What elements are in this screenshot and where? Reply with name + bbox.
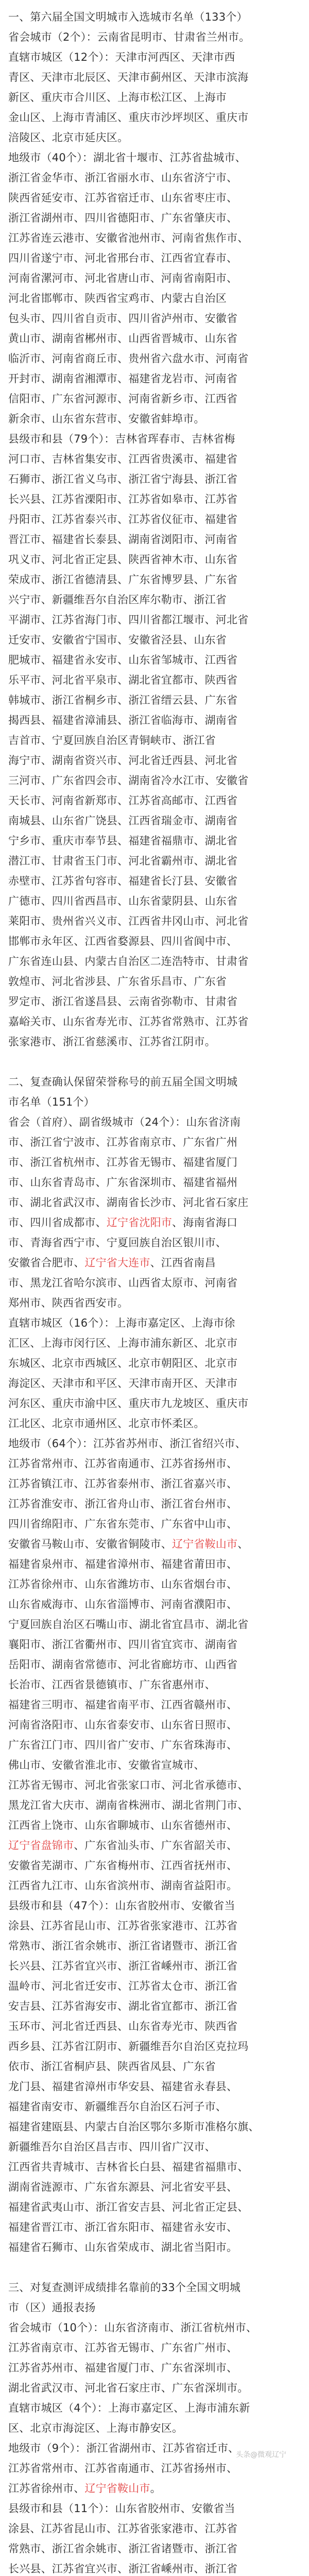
text-line: 宁夏回族自治区石嘴山市、湖北省宜昌市、湖北省 — [8, 1618, 249, 1631]
text-line: 三、对复查测评成绩排名靠前的33个全国文明城 — [8, 2281, 241, 2294]
watermark: 头条@微观辽宁 — [236, 2451, 286, 2459]
text-line: 襄阳市、浙江省衢州市、四川省宜宾市、湖南省 — [8, 1638, 238, 1651]
text-line: 省会（首府）、副省级城市（24个）：山东省济南 — [8, 1116, 241, 1128]
text-line: 福建省建瓯县、内蒙古自治区鄂尔多斯市准格尔旗、 — [8, 2121, 260, 2133]
text-line: 陕西省延安市、江苏省宿迁市、山东省枣庄市、 — [8, 192, 238, 204]
text-line: 江苏省常州市、江苏省南通市、江苏省扬州市、 — [8, 2462, 238, 2475]
text-line: 常熟市、浙江省余姚市、浙江省诸暨市、浙江省 — [8, 2543, 238, 2555]
text-line: 二、复查确认保留荣誉称号的前五届全国文明城 — [8, 1076, 238, 1088]
text-line: 市（区）通报表扬 — [8, 2301, 96, 2314]
text-line: 直辖市城区（16个）：上海市嘉定区、上海市徐 — [8, 1317, 235, 1329]
text-line: 潜江市、甘肃省玉门市、河北省霸州市、湖北省 — [8, 855, 238, 867]
text-line: 邯郸市永年区、江西省婺源县、四川省阆中市、 — [8, 935, 238, 947]
highlighted-city: 辽宁省盘锦市 — [8, 1839, 74, 1852]
text-line: 广东省连山县、内蒙古自治区二连浩特市、甘肃省 — [8, 955, 249, 968]
text-line: 乐平市、河北省平泉市、湖北省宜都市、陕西省 — [8, 674, 238, 686]
text-line: 一、第六届全国文明城市入选城市名单（133个） — [8, 11, 248, 23]
text-line: 敦煌市、河北省涉县、广东省乐昌市、广东省 — [8, 975, 227, 988]
text-line: 江苏省苏州市、福建省厦门市、广东省深圳市、 — [8, 2362, 238, 2374]
text-line: 临沂市、河南省商丘市、贵州省六盘水市、河南省 — [8, 352, 249, 365]
text-line: 佛山市、安徽省淮北市、安徽省宣城市、 — [8, 1759, 205, 1771]
text-line: 安徽省合肥市、辽宁省大连市、江西省南昌 — [8, 1257, 216, 1269]
text-line: 江西省共青城市、吉林省长白县、福建省福鼎市、 — [8, 2161, 249, 2173]
text-line: 市、山东省青岛市、广东省深圳市、福建省福州 — [8, 1176, 238, 1189]
text-line: 湖南省涟源市、广东省东源县、河北省安平县、 — [8, 2181, 238, 2193]
text-line: 市、青海省西宁市、宁夏回族自治区银川市、 — [8, 1236, 227, 1249]
text-line: 吉首市、宁夏回族自治区青铜峡市、浙江省 — [8, 734, 216, 747]
text-line: 晋江市、福建省长泰县、湖南省浏阳市、河南省 — [8, 533, 238, 546]
text-line: 包头市、四川省自贡市、四川省泸州市、安徽省 — [8, 312, 238, 325]
text-line: 福建省武夷山市、浙江省安吉县、河北省正定县、 — [8, 2201, 249, 2213]
highlighted-city: 辽宁省大连市 — [84, 1257, 150, 1269]
text-line: 常熟市、浙江省余姚市、浙江省诸暨市、浙江省 — [8, 1940, 238, 1952]
text-line: 平湖市、江苏省海门市、四川省都江堰市、河北省 — [8, 614, 249, 626]
text-line: 西乡县、江苏省江阴市、新疆维吾尔自治区克拉玛 — [8, 2040, 249, 2053]
text-line: 肥城市、福建省永安市、山东省邹城市、江西省 — [8, 654, 238, 666]
text-line: 四川省遂宁市、河北省邢台市、江西省宜春市、 — [8, 252, 238, 264]
text-line: 直辖市城区（4个）：上海市嘉定区、上海市浦东新 — [8, 2402, 250, 2414]
text-line: 兴宁市、新疆维吾尔自治区库尔勒市、浙江省 — [8, 594, 227, 606]
text-line: 地级市（64个）：江苏省苏州市、浙江省绍兴市、 — [8, 1437, 246, 1450]
text-line: 县级市和县（47个）：山东省胶州市、安徽省当 — [8, 1900, 235, 1912]
text-line: 直辖市城区（12个）：天津市河西区、天津市西 — [8, 51, 235, 63]
text-line: 市名单（151个） — [8, 1096, 95, 1108]
highlighted-city: 辽宁省鞍山市 — [84, 2482, 150, 2495]
text-line: 浙江省金华市、浙江省丽水市、山东省济宁市、 — [8, 172, 238, 184]
text-line: 江苏省常州市、江苏省南通市、江苏省扬州市、 — [8, 1458, 238, 1470]
text-line: 安吉县、江苏省海安市、湖北省宜都市、浙江省 — [8, 2000, 238, 2012]
text-line: 龙门县、福建省漳州市华安县、福建省永春县、 — [8, 2080, 238, 2093]
text-line: 广东省江门市、四川省广安市、广东省珠海市、 — [8, 1739, 238, 1751]
text-line: 江北区、北京市通州区、北京市怀柔区。 — [8, 1417, 205, 1430]
text-line: 山东省威海市、山东省淄博市、河南省濮阳市、 — [8, 1598, 238, 1611]
text-line: 罗定市、浙江省遂昌县、云南省弥勒市、甘肃省 — [8, 995, 238, 1008]
text-line: 海淀区、天津市和平区、天津市南开区、天津市 — [8, 1377, 238, 1389]
highlighted-city: 辽宁省沈阳市 — [106, 1216, 173, 1229]
text-line: 揭西县、福建省漳浦县、浙江省临海市、湖南省 — [8, 714, 238, 726]
text-line: 福建省南安市、新疆维吾尔自治区石河子市、 — [8, 2100, 227, 2113]
text-line: 浙江省湖州市、四川省德阳市、广东省肇庆市、 — [8, 212, 238, 224]
text-line: 河东区、重庆市渝中区、重庆市九龙坡区、重庆市 — [8, 1397, 249, 1410]
text-line: 江西省九江市、山东省滨州市、湖南省益阳市。 — [8, 1879, 238, 1892]
text-line: 信阳市、广东省河源市、河南省新乡市、江西省 — [8, 393, 238, 405]
text-line: 黄山市、湖南省郴州市、山西省晋城市、山东省 — [8, 332, 238, 345]
text-line: 市、湖北省武汉市、湖南省长沙市、河北省石家庄 — [8, 1196, 249, 1209]
text-line: 市、浙江省杭州市、江苏省无锡市、福建省厦门 — [8, 1156, 238, 1168]
text-line: 韩城市、浙江省桐乡市、浙江省缙云县、广东省 — [8, 694, 238, 706]
text-line: 福建省泉州市、福建省漳州市、福建省莆田市、 — [8, 1558, 238, 1570]
text-line: 长兴县、江苏省宜兴市、浙江省嵊州市、浙江省 — [8, 1960, 238, 1972]
text-line: 宁乡市、重庆市奉节县、福建省福鼎市、湖北省 — [8, 835, 238, 847]
paragraph-spacer — [8, 2258, 301, 2278]
text-line: 长治市、江西省景德镇市、广东省惠州市、 — [8, 1679, 216, 1691]
text-line: 县级市和县（79个）：吉林省珲春市、吉林省梅 — [8, 433, 235, 445]
text-line: 辽宁省盘锦市、广东省汕头市、广东省韶关市、 — [8, 1839, 238, 1852]
text-line: 新区、重庆市合川区、上海市松江区、上海市 — [8, 91, 227, 104]
text-line: 福建省三明市、福建省南平市、江西省赣州市、 — [8, 1699, 238, 1711]
text-line: 市、黑龙江省哈尔滨市、山西省太原市、河南省 — [8, 1277, 238, 1289]
text-line: 莱阳市、贵州省兴义市、江西省井冈山市、河北省 — [8, 915, 249, 927]
text-line: 江西省上饶市、山东省聊城市、山东省德州市、 — [8, 1819, 238, 1832]
text-line: 丹阳市、江苏省泰兴市、江苏省仪征市、福建省 — [8, 513, 238, 526]
text-line: 新余市、山东省东营市、安徽省蚌埠市。 — [8, 413, 205, 425]
text-line: 河南省漯河市、河北省唐山市、河南省南阳市、 — [8, 272, 238, 284]
text-line: 长兴县、江苏省溧阳市、江苏省如皋市、江苏省 — [8, 493, 238, 505]
text-line: 四川省绵阳市、广东省东莞市、广东省中山市、 — [8, 1518, 238, 1530]
paragraph-spacer — [8, 1052, 301, 1072]
text-line: 江苏省徐州市、山东省潍坊市、山东省烟台市、 — [8, 1578, 238, 1590]
text-line: 江苏省徐州市、辽宁省鞍山市。 — [8, 2482, 161, 2495]
text-line: 江苏省镇江市、江苏省泰州市、浙江省嘉兴市、 — [8, 1478, 238, 1490]
text-line: 郑州市、陕西省西安市。 — [8, 1297, 129, 1309]
text-line: 河北省邯郸市、陕西省宝鸡市、内蒙古自治区 — [8, 292, 227, 304]
text-line: 嘉峪关市、山东省寿光市、江苏省常熟市、江苏省 — [8, 1015, 249, 1028]
text-line: 江苏省南京市、江苏省无锡市、广东省广州市、 — [8, 2342, 238, 2354]
text-line: 河南省洛阳市、山东省泰安市、山东省日照市、 — [8, 1719, 238, 1731]
highlighted-city: 辽宁省鞍山市 — [172, 1538, 238, 1550]
text-line: 江苏省淮安市、浙江省舟山市、浙江省台州市、 — [8, 1498, 238, 1510]
text-line: 南城县、山东省广饶县、江西省瑞金市、湖南省 — [8, 815, 238, 827]
text-line: 区、北京市海淀区、上海市静安区。 — [8, 2422, 183, 2434]
text-line: 省会城市（2个）：云南省昆明市、甘肃省兰州市。 — [8, 31, 250, 43]
text-line: 长兴县、江苏省宜兴市、浙江省嵊州市、浙江省 — [8, 2563, 238, 2575]
text-line: 河口市、吉林省集安市、江西省贵溪市、福建省 — [8, 453, 238, 465]
text-line: 三河市、广东省四会市、湖南省冷水江市、安徽省 — [8, 774, 249, 787]
text-line: 新疆维吾尔自治区昌吉市、四川省广汉市、 — [8, 2141, 216, 2153]
text-line: 迁安市、安徽省宁国市、安徽省泾县、山东省 — [8, 634, 227, 646]
text-line: 湖北省武汉市、河北省石家庄市、广东省深圳市。 — [8, 2382, 249, 2394]
text-line: 省会城市（10个）：山东省济南市、浙江省杭州市、 — [8, 2321, 258, 2334]
text-line: 福建省石狮市、山东省荣成市、湖北省当阳市。 — [8, 2241, 238, 2253]
text-line: 江苏省连云港市、安徽省池州市、河南省焦作市、 — [8, 232, 249, 244]
text-line: 石狮市、浙江省义乌市、浙江省宁海县、浙江省 — [8, 473, 238, 485]
text-line: 巩义市、河北省正定县、陕西省神木市、山东省 — [8, 553, 238, 566]
text-line: 市、浙江省宁波市、江苏省南京市、广东省广州 — [8, 1136, 238, 1148]
text-line: 青区、天津市北辰区、天津市蓟州区、天津市滨海 — [8, 71, 249, 83]
text-line: 海宁市、湖南省资兴市、河北省迁西县、河北省 — [8, 754, 238, 767]
text-line: 县级市和县（11个）：山东省胶州市、安徽省当 — [8, 2502, 235, 2515]
text-line: 安徽省马鞍山市、安徽省铜陵市、辽宁省鞍山市、 — [8, 1538, 249, 1550]
text-line: 玉环市、河北省迁西县、山东省寿光市、陕西省 — [8, 2020, 238, 2032]
text-line: 天长市、河南省新郑市、江苏省高邮市、江西省 — [8, 794, 238, 807]
text-line: 温岭市、河北省迁安市、江苏省太仓市、浙江省 — [8, 1980, 238, 1992]
text-line: 开封市、湖南省湘潭市、福建省龙岩市、河南省 — [8, 372, 238, 385]
text-line: 荣成市、浙江省德清县、广东省博罗县、广东省 — [8, 573, 238, 586]
text-line: 涪陵区、北京市延庆区。 — [8, 131, 129, 144]
text-line: 市、四川省成都市、辽宁省沈阳市、海南省海口 — [8, 1216, 238, 1229]
text-line: 安徽省芜湖市、广东省梅州市、江西省抚州市、 — [8, 1859, 238, 1872]
text-line: 张家港市、浙江省慈溪市、江苏省江阴市。 — [8, 1036, 216, 1048]
text-line: 岳阳市、湖南省常德市、河北省廊坊市、山西省 — [8, 1658, 238, 1671]
text-line: 赤壁市、江苏省句容市、福建省长汀县、安徽省 — [8, 875, 238, 887]
text-line: 涂县、江苏省昆山市、江苏省张家港市、江苏省 — [8, 2522, 238, 2535]
text-line: 金山区、上海市青浦区、重庆市沙坪坝区、重庆市 — [8, 111, 249, 124]
text-line: 广德市、四川省西昌市、山东省蒙阴县、山东省 — [8, 895, 238, 907]
text-line: 黑龙江省大庆市、湖南省株洲市、湖北省荆门市、 — [8, 1799, 249, 1811]
text-line: 依市、浙江省桐庐县、陕西省凤县、广东省 — [8, 2060, 216, 2073]
text-line: 江苏省无锡市、河北省张家口市、河北省承德市、 — [8, 1779, 249, 1791]
text-line: 涂县、江苏省昆山市、江苏省张家港市、江苏省 — [8, 1920, 238, 1932]
text-line: 地级市（40个）：湖北省十堰市、江苏省盐城市、 — [8, 151, 246, 164]
text-line: 地级市（9个）：浙江省湖州市、江苏省宿迁市、 — [8, 2442, 239, 2454]
text-line: 东城区、北京市西城区、北京市朝阳区、北京市 — [8, 1357, 238, 1369]
text-line: 汇区、上海市闵行区、上海市浦东新区、北京市 — [8, 1337, 238, 1349]
text-line: 福建省晋江市、浙江省东阳市、福建省永安市、 — [8, 2221, 238, 2233]
